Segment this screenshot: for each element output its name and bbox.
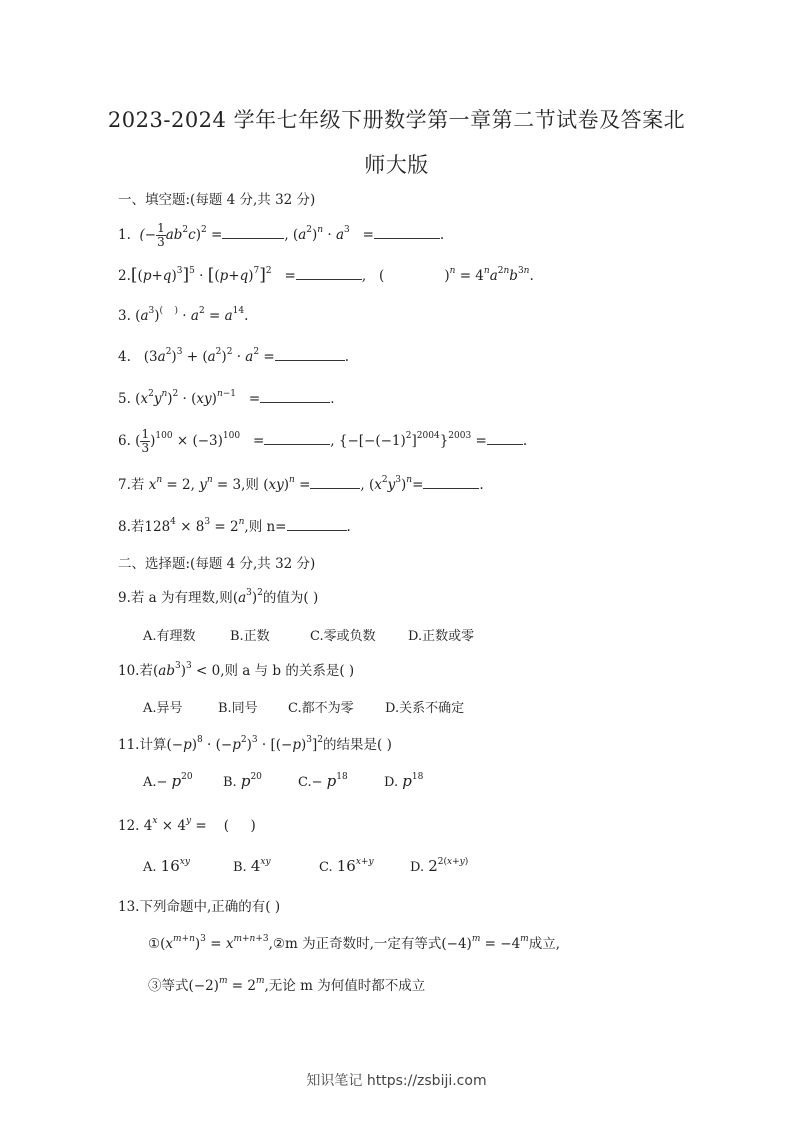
option-c: C. $16^{x+y}$ xyxy=(319,857,374,875)
question-10: 10.若$(ab^3)^3 < 0$,则 a 与 b 的关系是( ) xyxy=(118,661,355,679)
question-13: 13.下列命题中,正确的有( ) xyxy=(118,899,281,915)
option-d: D. $p^{18}$ xyxy=(384,772,424,790)
question-3: 3. $(a^3)^{( )} \cdot a^2 = a^{14}$. xyxy=(118,306,249,324)
question-11-options xyxy=(143,772,423,790)
question-4: 4. $(3a^2)^3 + (a^2)^2 \cdot a^2$ = . xyxy=(118,347,349,365)
section-fill-in-header: 一、填空题:(每题 4 分,共 32 分) xyxy=(118,192,316,208)
question-10-options xyxy=(143,697,464,716)
question-5: 5. $(x^2y^n)^2 \cdot (xy)^{n-1}$ = . xyxy=(118,389,335,407)
question-1: 1. (− $\frac{1}{3}$ $ab^2c)^2$ = , $(a^2)^n \cdot a^3$ = . xyxy=(118,221,445,249)
question-7: 7.若 $x^n = 2$, $y^n = 3$,则 (xy)$^n$ = , $(x^2y^3)^n=$ . xyxy=(118,475,484,493)
question-2: $2.[(p+q)^3]^5 \cdot [(p+q)^7]^2$ = , ( )$^n = 4^na^{2n}b^{3n}$. xyxy=(118,265,534,285)
option-a: A.异号 xyxy=(143,701,183,716)
option-b: B.正数 xyxy=(230,629,270,644)
option-b: B.同号 xyxy=(218,701,258,716)
option-b: B. $p^{20}$ xyxy=(223,772,262,790)
question-8: 8.若$128^4 \times 8^3 = 2^n$,则 n= . xyxy=(118,517,351,535)
footer-watermark: 知识笔记 https://zsbiji.com xyxy=(306,1073,487,1089)
option-a: $A.- p^{20}$ xyxy=(143,772,193,790)
option-c: C.零或负数 xyxy=(310,629,376,644)
question-12-options xyxy=(143,857,468,875)
question-9: 9.若 a 为有理数,则$(a^3)^2$的值为( ) xyxy=(118,588,319,606)
section-choice-header: 二、选择题:(每题 4 分,共 32 分) xyxy=(118,556,316,572)
question-6: 6. ( $\frac{1}{3}$ )$^{100} \times (-3)^{100}$ = , $\{-[-(-1)^2]^{2004}\}^{2003}$ = . xyxy=(118,427,528,455)
question-11: 11.计算$(-p)^8 \cdot (-p^2)^3 \cdot [(-p)^3]^2$的结果是( ) xyxy=(118,735,392,753)
option-d: D. $2^{2(x+y)}$ xyxy=(410,857,469,875)
option-c: C.都不为零 xyxy=(288,701,354,716)
option-c: $C.- p^{18}$ xyxy=(298,772,348,790)
document-title-line1: 2023-2024 学年七年级下册数学第一章第二节试卷及答案北 xyxy=(107,108,686,132)
question-13-item-3: ③等式$(-2)^m = 2^m$,无论 m 为何值时都不成立 xyxy=(148,976,426,994)
option-a: A. $16^{xy}$ xyxy=(143,857,190,875)
option-d: D.正数或零 xyxy=(408,629,475,644)
question-13-item-1-2: $①(x^{m+n})^3$ = $x^{m+n+3},②m$ 为正奇数时,一定有等式$(-4)^m = -4^m$成立, xyxy=(148,934,561,952)
question-12: 12. $4^x \times 4^y$ = ( ) xyxy=(118,816,256,834)
question-9-options xyxy=(143,625,474,644)
option-b: B. $4^{xy}$ xyxy=(233,857,271,875)
document-title-line2: 师大版 xyxy=(364,153,429,177)
option-a: A.有理数 xyxy=(143,629,196,644)
option-d: D.关系不确定 xyxy=(385,701,465,716)
